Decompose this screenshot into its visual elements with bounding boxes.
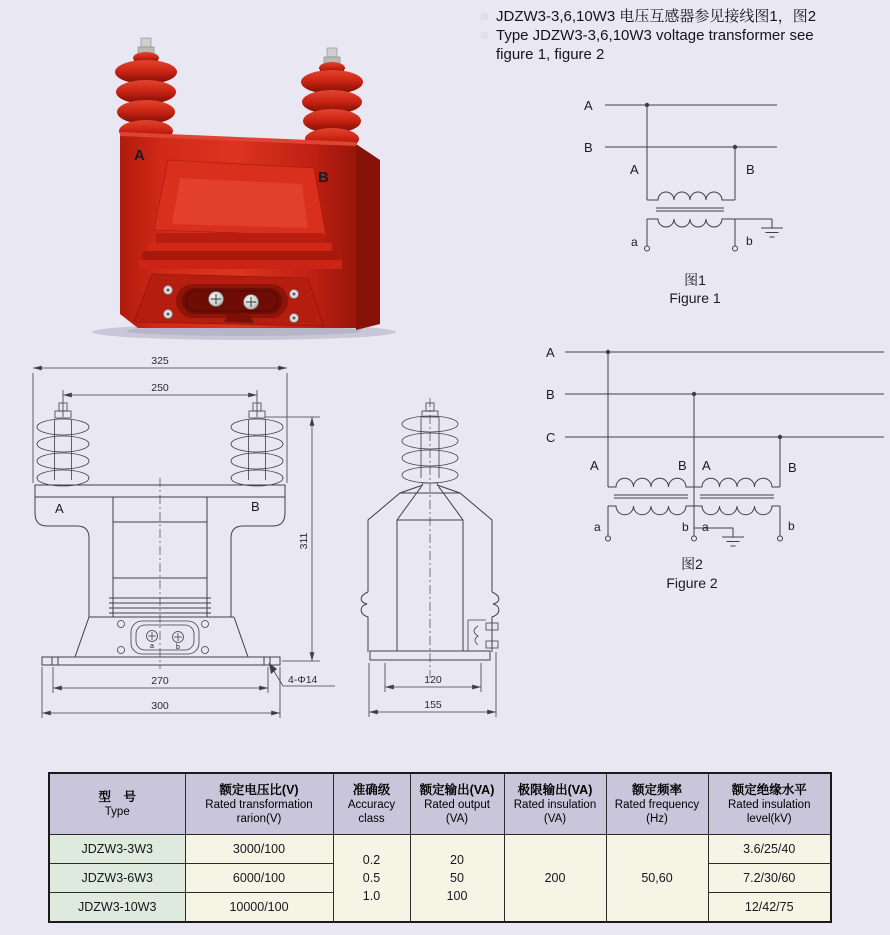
front-terminal-b: B: [251, 499, 260, 514]
front-dimensions: [33, 355, 335, 718]
front-bushings: [37, 403, 283, 486]
intro-line-zh: JDZW3-3,6,10W3 电压互感器参见接线图1，图2: [496, 8, 817, 25]
dim-terminal-spacing: 250: [151, 382, 169, 394]
cell-insulation-level: 12/42/75: [708, 893, 831, 923]
dim-overall-width: 325: [151, 355, 169, 367]
table-row: [49, 835, 831, 864]
side-view-drawing: [340, 390, 530, 720]
intro-text: [481, 7, 885, 64]
col-header-ratio: 额定电压比(V) Rated transformation rarion(V): [185, 773, 333, 835]
spec-table: [48, 772, 832, 923]
fig2-primary-a1: A: [590, 458, 599, 473]
col-header-type: 型 号 Type: [49, 773, 185, 835]
product-photo: [68, 28, 402, 342]
fig1-caption-en: Figure 1: [669, 290, 721, 306]
col-header-frequency: 额定频率 Rated frequency (Hz): [606, 773, 708, 835]
figure1-diagram: [540, 88, 890, 313]
fig1-bus-b: B: [584, 140, 593, 155]
cell-ratio: 3000/100: [185, 835, 333, 864]
front-view-drawing: [15, 345, 355, 725]
cell-insulation-level: 7.2/30/60: [708, 864, 831, 893]
table-header-row: [49, 773, 831, 835]
dim-base-width: 120: [424, 674, 442, 686]
dim-flange-width: 155: [424, 699, 442, 711]
front-sec-label-b: b: [176, 644, 180, 651]
fig2-primary-b2: B: [788, 460, 797, 475]
dim-mounting-holes: 4-Φ14: [288, 674, 318, 686]
cell-frequency: 50,60: [606, 835, 708, 923]
col-header-limit-output: 极限输出(VA) Rated insulation (VA): [504, 773, 606, 835]
fig2-bus-c: C: [546, 430, 556, 445]
dim-base-width: 270: [151, 675, 169, 687]
cell-type: JDZW3-10W3: [49, 893, 185, 923]
fig2-primary-a2: A: [702, 458, 711, 473]
cell-limit-output: 200: [504, 835, 606, 923]
fig2-secondary-b1: b: [682, 520, 689, 534]
col-header-accuracy: 准确级 Accuracy class: [333, 773, 410, 835]
fig1-secondary-a: a: [631, 235, 638, 249]
ground-symbol: [761, 219, 783, 237]
side-dimensions: [369, 652, 496, 717]
fig2-primary-b1: B: [678, 458, 687, 473]
cell-type: JDZW3-6W3: [49, 864, 185, 893]
fig1-caption-zh: 图1: [684, 272, 706, 288]
front-terminal-plate: [118, 621, 209, 655]
intro-line-en1: Type JDZW3-3,6,10W3 voltage transformer see: [496, 27, 814, 44]
fig1-primary-a: A: [630, 162, 639, 177]
transformer-symbols: [606, 352, 783, 541]
cell-rated-output: 20 50 100: [410, 835, 504, 923]
cell-ratio: 6000/100: [185, 864, 333, 893]
fig2-caption-zh: 图2: [681, 556, 703, 572]
cell-insulation-level: 3.6/25/40: [708, 835, 831, 864]
bullet-square-icon: [481, 32, 488, 39]
fig2-secondary-a2: a: [702, 520, 709, 534]
bullet-square-icon: [481, 13, 488, 20]
fig2-secondary-b2: b: [788, 519, 795, 533]
cell-type: JDZW3-3W3: [49, 835, 185, 864]
fig1-primary-b: B: [746, 162, 755, 177]
photo-terminal-label-a: A: [134, 147, 145, 164]
col-header-insulation-level: 额定绝缘水平 Rated insulation level(kV): [708, 773, 831, 835]
cell-ratio: 10000/100: [185, 893, 333, 923]
front-sec-label-a: a: [150, 643, 154, 650]
fig2-caption-en: Figure 2: [666, 575, 718, 591]
col-header-output: 额定输出(VA) Rated output (VA): [410, 773, 504, 835]
dim-height: 311: [298, 532, 310, 550]
side-terminal-bracket: [468, 620, 498, 651]
front-terminal-a: A: [55, 501, 64, 516]
dim-flange-width: 300: [151, 700, 169, 712]
intro-line-en2: figure 1, figure 2: [496, 46, 605, 63]
photo-terminal-label-b: B: [318, 169, 329, 186]
bus-lines: [565, 350, 884, 439]
fig2-bus-b: B: [546, 387, 555, 402]
fig1-secondary-b: b: [746, 234, 753, 248]
fig2-secondary-a1: a: [594, 520, 601, 534]
figure2-diagram: [530, 335, 890, 597]
cell-accuracy-class: 0.2 0.5 1.0: [333, 835, 410, 923]
transformer-symbol: [645, 105, 773, 251]
fig2-bus-a: A: [546, 345, 555, 360]
right-bushing: [301, 48, 363, 150]
left-bushing: [115, 38, 177, 142]
fig1-bus-a: A: [584, 98, 593, 113]
bus-lines: [605, 103, 777, 149]
